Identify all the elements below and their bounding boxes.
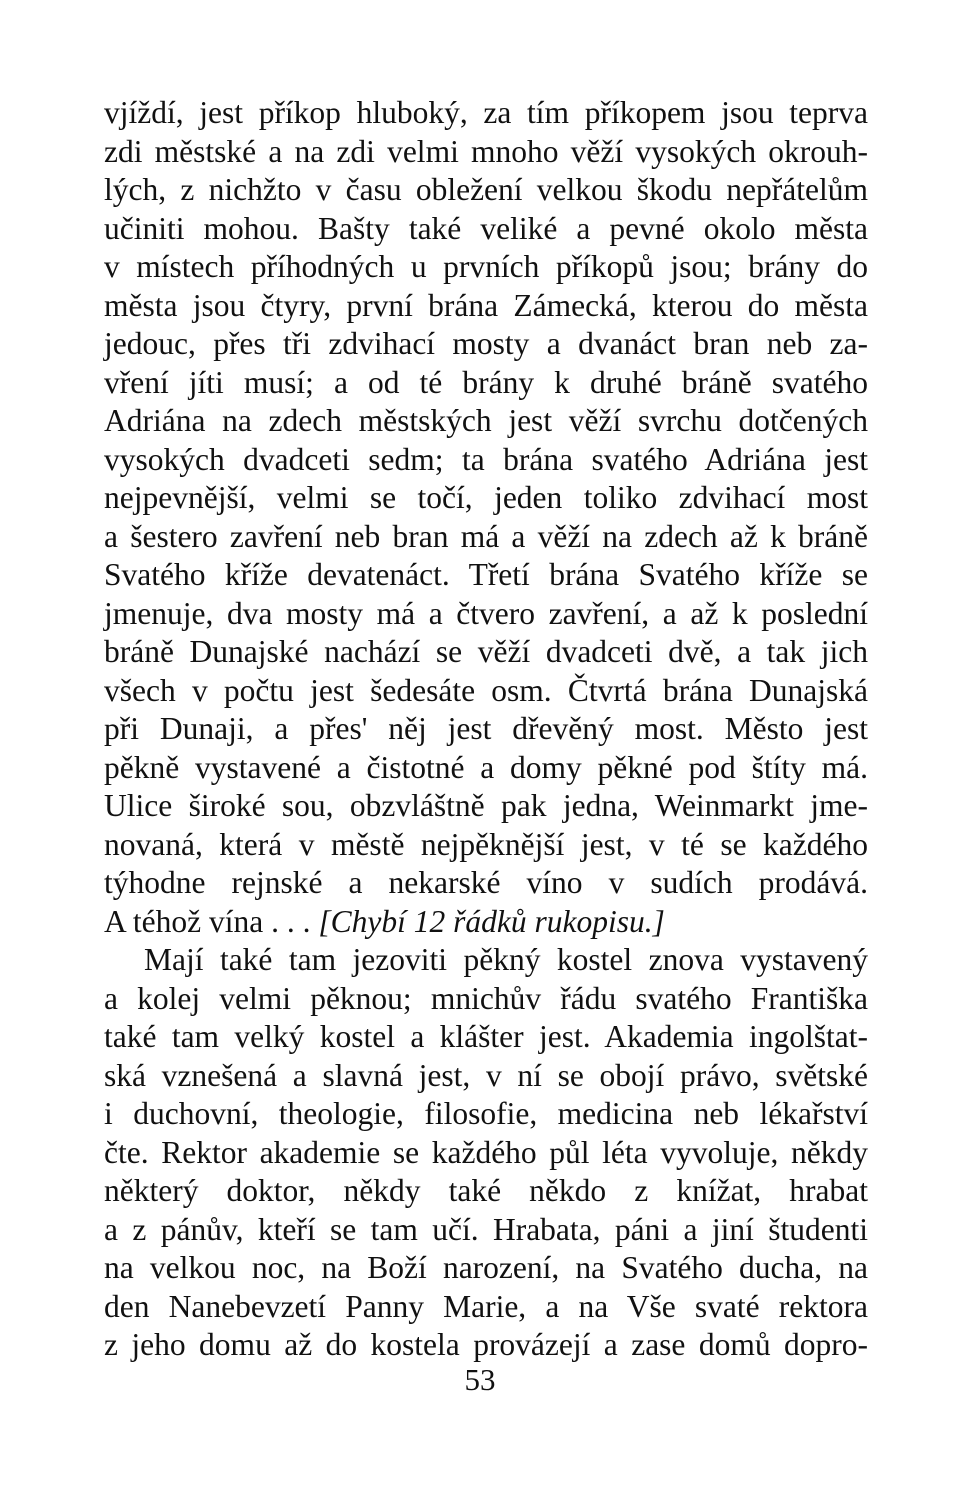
text-line [104,248,868,287]
text-line-content: a kolej velmi pěknou; mnichův řádu svatého Františka [104,980,868,1016]
text-line-content: ská vznešená a slavná jest, v ní se obojí právo, světské [104,1057,868,1093]
text-line [104,1211,868,1250]
text-line [104,980,868,1019]
text-line [104,1134,868,1173]
text-line [104,749,868,788]
text-line-content: a šestero zavření neb bran má a věží na zdech až k bráně [104,518,868,554]
text-line [104,210,868,249]
text-line-content: některý doktor, někdy také někdo z knížat, hrabat [104,1173,868,1208]
text-line-content: v místech příhodných u prvních příkopů jsou; brány do [104,249,868,284]
text-line-content: nejpevnější, velmi se točí, jeden toliko zdvihací most [104,480,868,515]
text-line [104,133,868,172]
text-line-content: novaná, která v městě nejpěknější jest, v té se každého [104,826,868,862]
text-line-content: na velkou noc, na Boží narození, na Svatého ducha, na [104,1250,868,1285]
text-line [104,441,868,480]
text-line [104,1095,868,1134]
text-line-content: zdi městské a na zdi velmi mnoho věží vysokých okrouh- [104,133,868,169]
editorial-note: [Chybí 12 řádků rukopisu.] [318,903,665,939]
text-line [104,94,868,133]
body-text [104,94,868,1365]
text-line [104,1057,868,1096]
text-line [104,287,868,326]
text-line [104,518,868,557]
text-line-content: vjíždí, jest příkop hluboký, za tím příkopem jsou teprva [104,95,868,130]
text-line-content: vření jíti musí; a od té brány k druhé bráně svatého [104,364,868,400]
text-line [104,595,868,634]
text-line-content: lých, z nichžto v času obležení velkou škodu nepřátelům [104,172,868,207]
text-line [104,672,868,711]
text-line-content: učiniti mohou. Bašty také veliké a pevné okolo města [104,210,868,246]
text-line-content: Adriána na zdech městských jest věží svrchu dotčených [104,403,868,438]
text-line [104,171,868,210]
text-line [104,941,868,980]
text-line [104,556,868,595]
text-line [104,1172,868,1211]
text-line-content: při Dunaji, a přes' něj jest dřevěný most. Město jest [104,711,868,746]
text-line [104,402,868,441]
text-line-content: Svatého kříže devatenáct. Třetí brána Svatého kříže se [104,557,868,592]
text-line [104,1249,868,1288]
page-number: 53 [464,1362,496,1397]
text-line-content: všech v počtu jest šedesáte osm. Čtvrtá brána Dunajská [104,672,868,708]
text-line [104,1288,868,1327]
text-line-content: města jsou čtyry, první brána Zámecká, kterou do města [104,287,868,323]
text-line [104,364,868,403]
text-line [104,479,868,518]
text-line-content: čte. Rektor akademie se každého půl léta vyvoluje, někdy [104,1134,868,1170]
text-line-content: jedouc, přes tři zdvihací mosty a dvanáct bran neb za- [104,326,868,361]
text-line-content: a z pánův, kteří se tam učí. Hrabata, páni a jiní študenti [104,1211,868,1247]
text-line-content: z jeho domu až do kostela provázejí a zase domů dopro- [104,1327,868,1362]
text-line [104,633,868,672]
text-line [104,1018,868,1057]
text-line [104,826,868,865]
text-line-content: jmenuje, dva mosty má a čtvero zavření, a až k poslední [104,595,868,631]
text-line-content: Ulice široké sou, obzvláštně pak jedna, Weinmarkt jme- [104,788,868,823]
text-line [104,1326,868,1365]
text-line-content: pěkně vystavené a čistotné a domy pěkné pod štíty má. [104,749,868,785]
text-line [104,787,868,826]
text-line [104,710,868,749]
text-line-content: A téhož vína . . . [104,903,319,939]
text-line [104,864,868,903]
text-line-content: vysokých dvadceti sedm; ta brána svatého Adriána jest [104,441,868,477]
text-line [104,325,868,364]
text-line-content: také tam velký kostel a klášter jest. Akademia ingolštat- [104,1019,868,1054]
text-line [104,903,868,942]
text-line-content: týhodne rejnské a nekarské víno v sudích prodává. [104,865,868,900]
text-line-content: Mají také tam jezoviti pěkný kostel znova vystavený [144,942,868,977]
text-line-content: bráně Dunajské nachází se věží dvadceti dvě, a tak jich [104,634,868,669]
text-line-content: den Nanebevzetí Panny Marie, a na Vše svaté rektora [104,1288,868,1324]
text-line-content: i duchovní, theologie, filosofie, medicina neb lékařství [104,1096,868,1131]
